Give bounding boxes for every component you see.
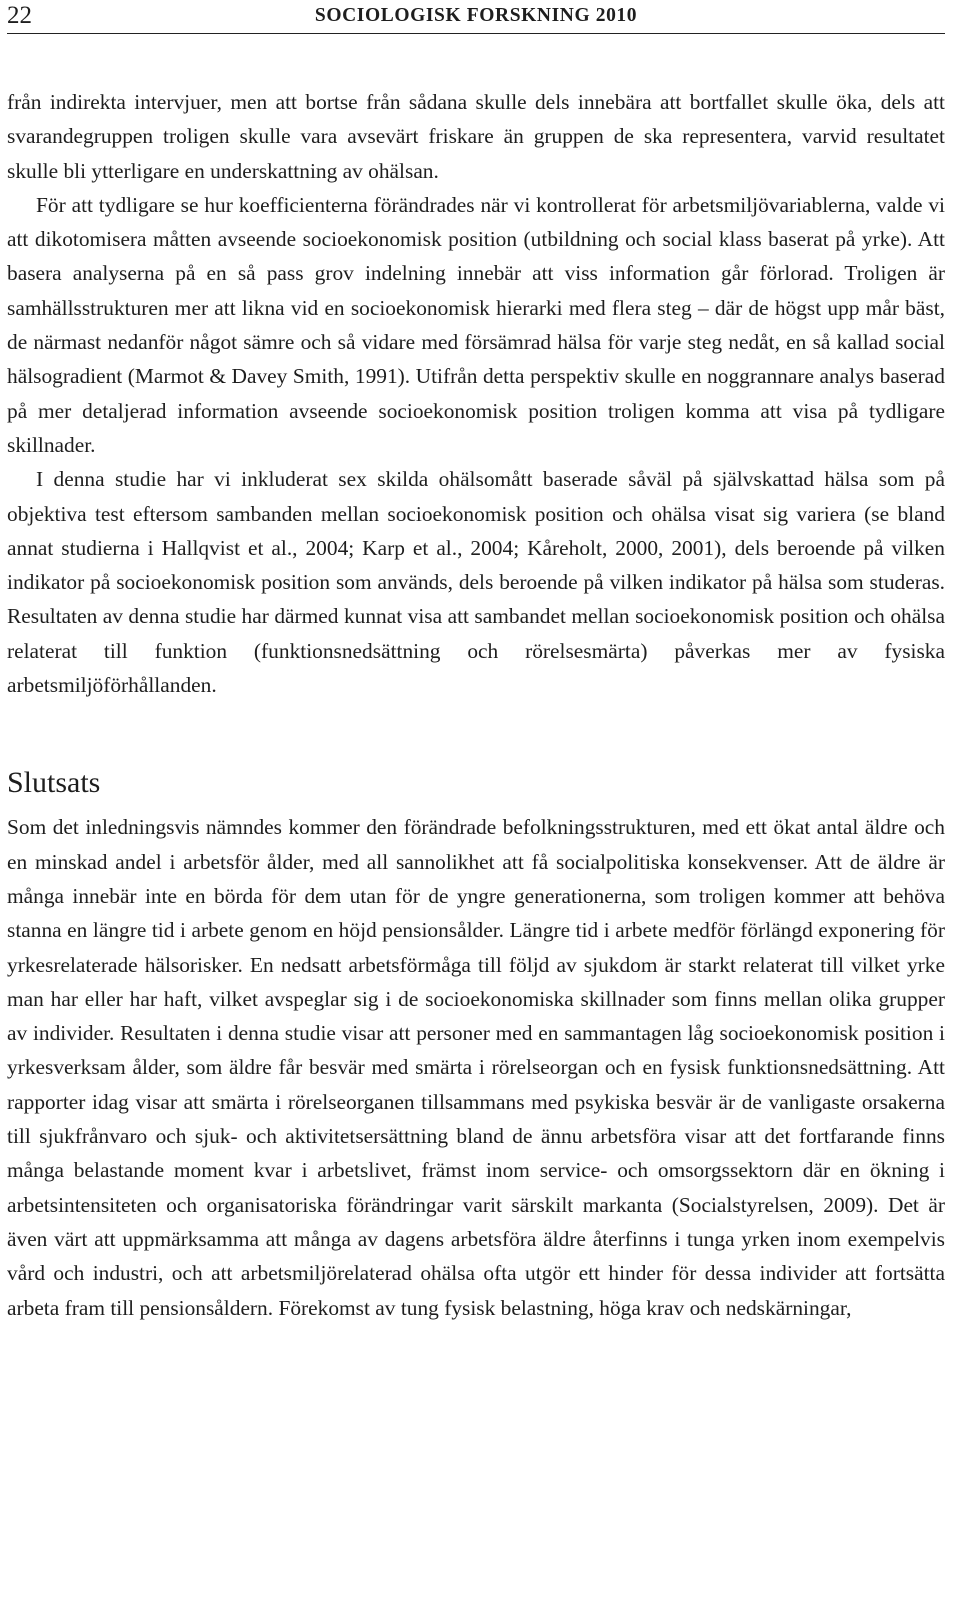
section-heading: Slutsats — [7, 766, 101, 800]
journal-page — [7, 0, 945, 1325]
conclusion-section — [7, 810, 945, 1324]
journal-title: SOCIOLOGISK FORSKNING 2010 — [314, 5, 638, 26]
article-body — [7, 85, 945, 702]
page-number: 22 — [7, 2, 32, 29]
paragraph-continued: från indirekta intervjuer, men att bortse från sådana skulle dels innebära att bortfallet skulle öka, dels att svarandegruppen troligen skulle vara avsevärt friskare än gruppen de ska representera, varvid resultatet skulle bli ytterligare en underskattning av ohälsan. — [7, 90, 945, 183]
running-head — [7, 0, 945, 34]
paragraph-conclusion: Som det inledningsvis nämndes kommer den förändrade befolkningsstrukturen, med ett ökat antal äldre och en minskad andel i arbetsför ålder, med all sannolikhet att få socialpolitiska konsekvenser. Att de äldre är många innebär inte en börda för dem utan för de yngre generationerna, som troligen kommer att behöva stanna en längre tid i arbete genom en höjd pensionsålder. Längre tid i arbete medför förlängd exponering för yrkesrelaterade hälsorisker. En nedsatt arbetsförmåga till följd av sjukdom är starkt relaterat till vilket yrke man har eller har haft, vilket avspeglar sig i de socioekonomiska skillnader som finns mellan olika grupper av individer. Resultaten i denna studie visar att personer med en sammantagen låg socioekonomisk position i yrkesverksam ålder, som äldre får besvär med smärta i rörelseorgan och en fysisk funktionsnedsättning. Att rapporter idag visar att smärta i rörelseorganen tillsammans med psykiska besvär är de vanligaste orsakerna till sjukfrånvaro och sjuk- och aktivitetsersättning bland de ännu arbetsföra visar att det fortfarande finns många belastande moment kvar i arbetslivet, främst inom service- och omsorgssektorn där en ökning i arbetsintensiteten och organisatoriska förändringar varit särskilt markanta (Socialstyrelsen, 2009). Det är även värt att uppmärksamma att många av dagens arbetsföra äldre återfinns i tunga yrken inom exempelvis vård och industri, och att arbetsmiljörelaterad ohälsa ofta utgör ett hinder för dessa individer att fortsätta arbeta fram till pensionsåldern. Förekomst av tung fysisk belastning, höga krav och nedskärningar, — [7, 815, 945, 1320]
paragraph-coefficients: För att tydligare se hur koefficienterna förändrades när vi kontrollerat för arbetsmiljövariablerna, valde vi att dikotomisera måtten avseende socioekonomisk position (utbildning och social klass baserat på yrke). Att basera analyserna på en så pass grov indelning innebär att viss information går förlorad. Troligen är samhällsstrukturen mer att likna vid en socioekonomisk hierarki med flera steg – där de högst upp mår bäst, de närmast nedanför något sämre och så vidare med försämrad hälsa för varje steg nedåt, en så kallad social hälsogradient (Marmot & Davey Smith, 1991). Utifrån detta perspektiv skulle en noggrannare analys baserad på mer detaljerad information avseende socioekonomisk position troligen komma att visa på tydligare skillnader. — [7, 192, 945, 457]
paragraph-health-measures: I denna studie har vi inkluderat sex skilda ohälsomått baserade såväl på självskattad hälsa som på objektiva test eftersom sambanden mellan socioekonomisk position och ohälsa visat sig variera (se bland annat studierna i Hallqvist et al., 2004; Karp et al., 2004; Kåreholt, 2000, 2001), dels beroende på vilken indikator på socioekonomisk position som används, dels beroende på vilken indikator på hälsa som studeras. Resultaten av denna studie har därmed kunnat visa att sambandet mellan socioekonomisk position och ohälsa relaterat till funktion (funktionsnedsättning och rörelsesmärta) påverkas mer av fysiska arbetsmiljöförhållanden. — [7, 467, 945, 698]
